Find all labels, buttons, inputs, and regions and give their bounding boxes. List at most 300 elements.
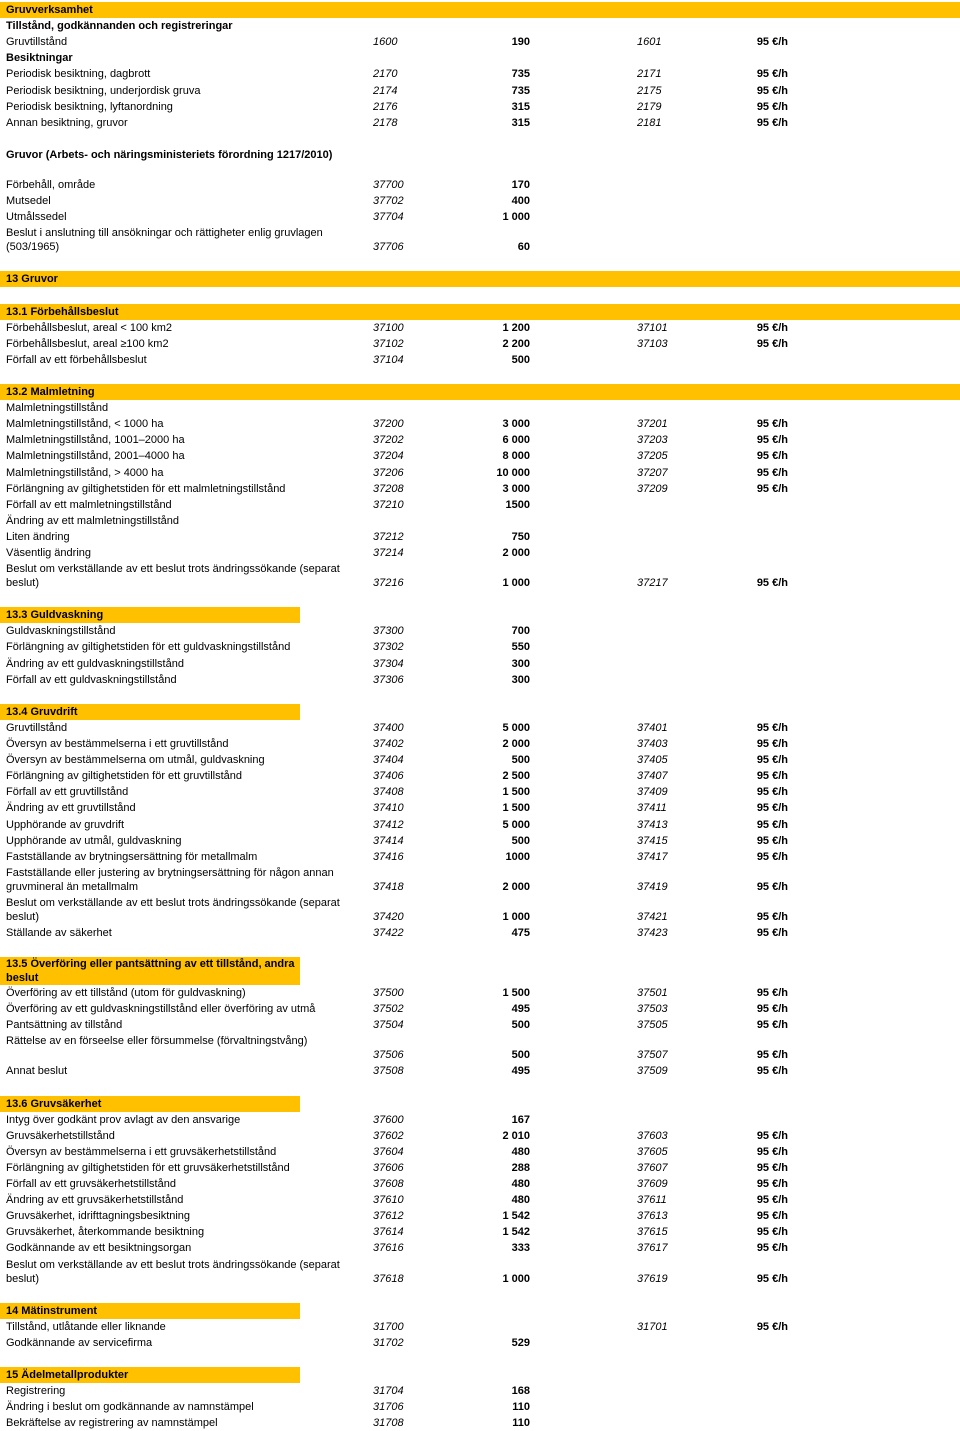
fee-hourly: 95 €/h [756, 84, 788, 97]
fee-fixed: 288 [511, 1161, 530, 1174]
code-hourly: 37507 [637, 1049, 668, 1062]
fee-row [0, 768, 960, 784]
fee-hourly: 95 €/h [756, 1194, 788, 1207]
section-title: 13.4 Gruvdrift [6, 705, 78, 718]
fee-hourly: 95 €/h [756, 1242, 788, 1255]
section-title: 13.2 Malmletning [6, 386, 95, 398]
code-fixed: 37702 [373, 195, 404, 207]
section-title: 14 Mätinstrument [6, 1304, 98, 1317]
fee-label: Överföring av ett tillstånd (utom för guldvaskning) [6, 987, 246, 999]
code-fixed: 37408 [373, 786, 404, 799]
fee-hourly: 95 €/h [756, 1210, 788, 1223]
code-hourly: 37505 [637, 1019, 668, 1032]
fee-hourly: 95 €/h [756, 577, 788, 590]
code-hourly: 37103 [637, 337, 668, 350]
fee-label: Bekräftelse av registrering av namnstämpel [6, 1417, 218, 1430]
fee-hourly: 95 €/h [756, 770, 788, 783]
fee-label: Upphörande av utmål, guldvaskning [6, 834, 182, 847]
code-fixed: 37406 [373, 770, 404, 783]
fee-row [0, 209, 960, 225]
fee-hourly: 95 €/h [756, 337, 788, 350]
fee-label: Upphörande av gruvdrift [6, 818, 125, 831]
fee-fixed: 300 [511, 673, 530, 686]
fee-row [0, 1319, 960, 1335]
fee-label: Intyg över godkänt prov avlagt av den ansvarige [6, 1113, 241, 1126]
code-hourly: 37409 [637, 786, 668, 799]
fee-row [0, 50, 960, 66]
fee-hourly: 95 €/h [756, 754, 788, 767]
fee-hourly: 95 €/h [756, 910, 788, 923]
fee-hourly: 95 €/h [756, 926, 788, 939]
fee-label: Gruvsäkerhet, återkommande besiktning [6, 1226, 205, 1239]
fee-row [0, 1383, 960, 1399]
code-hourly: 37101 [637, 321, 668, 334]
fee-row [0, 1224, 960, 1240]
fee-hourly: 95 €/h [756, 818, 788, 831]
code-fixed: 37208 [373, 482, 404, 495]
fee-fixed: 5 000 [502, 721, 530, 734]
fee-row [0, 784, 960, 800]
fee-hourly: 95 €/h [756, 802, 788, 815]
fee-row [0, 193, 960, 209]
fee-fixed: 2 000 [502, 547, 530, 559]
fee-label: Gruvtillstånd [6, 36, 68, 49]
fee-fixed: 735 [511, 68, 530, 81]
code-fixed: 37506 [373, 1049, 404, 1062]
section-header [0, 607, 300, 623]
fee-label: Guldvaskningstillstånd [6, 625, 116, 638]
fee-fixed: 1 000 [502, 577, 530, 590]
code-hourly: 37417 [637, 850, 668, 863]
code-fixed: 37416 [373, 850, 404, 863]
code-hourly: 37413 [637, 818, 668, 831]
fee-fixed: 2 000 [502, 880, 530, 893]
fee-label: Malmletningstillstånd, 1001–2000 ha [6, 434, 185, 447]
code-fixed: 2174 [373, 84, 398, 97]
fee-hourly: 95 €/h [756, 100, 788, 113]
code-hourly: 37503 [637, 1003, 668, 1016]
section-header [0, 1367, 300, 1383]
fee-fixed: 60 [517, 241, 530, 254]
fee-label: Besiktningar [6, 52, 73, 65]
fee-label: Rättelse av en förseelse eller försummelse (förvaltningstvång) [6, 1035, 308, 1048]
fee-hourly: 95 €/h [756, 786, 788, 799]
fee-label: Periodisk besiktning, underjordisk gruva [6, 84, 201, 97]
fee-row [0, 1415, 960, 1431]
fee-label: Annat beslut [6, 1065, 68, 1078]
fee-hourly: 95 €/h [756, 1320, 788, 1333]
fee-row [0, 833, 960, 849]
fee-label: Beslut om verkställande av ett beslut trots ändringssökande (separat beslut) [6, 563, 340, 590]
code-hourly: 37407 [637, 770, 668, 783]
fee-row [0, 1112, 960, 1128]
fee-row [0, 352, 960, 368]
fee-hourly: 95 €/h [756, 721, 788, 734]
fee-row [0, 1399, 960, 1415]
fee-fixed: 500 [511, 834, 530, 847]
fee-label: Förlängning av giltighetstiden för ett gruvsäkerhetstillstånd [6, 1161, 290, 1174]
fee-row [0, 1001, 960, 1017]
fee-label: Ändring av ett gruvsäkerhetstillstånd [6, 1194, 184, 1207]
code-hourly: 31701 [637, 1320, 668, 1333]
fee-label: Gruvtillstånd [6, 721, 68, 734]
fee-label: Malmletningstillstånd, < 1000 ha [6, 418, 164, 431]
code-hourly: 2181 [637, 116, 662, 129]
fee-hourly: 95 €/h [756, 1129, 788, 1142]
code-hourly: 37501 [637, 987, 668, 999]
code-hourly: 37403 [637, 738, 668, 750]
code-hourly: 37607 [637, 1161, 668, 1174]
fee-fixed: 1 500 [502, 802, 530, 815]
code-hourly: 37207 [637, 466, 668, 479]
code-fixed: 2178 [373, 116, 398, 129]
fee-fixed: 300 [511, 657, 530, 670]
fee-row [0, 623, 960, 639]
code-hourly: 37217 [637, 577, 668, 590]
fee-row [0, 1335, 960, 1351]
section-title: 13.5 Överföring eller pantsättning av ett tillstånd, andra beslut [6, 958, 295, 984]
code-fixed: 37616 [373, 1242, 404, 1255]
fee-label: Förbehållsbeslut, areal ≥100 km2 [6, 337, 169, 350]
code-hourly: 37401 [637, 721, 668, 734]
fee-hourly: 95 €/h [756, 1145, 788, 1158]
code-fixed: 37604 [373, 1145, 404, 1158]
code-fixed: 37402 [373, 738, 404, 750]
code-fixed: 37100 [373, 321, 404, 334]
code-fixed: 1600 [373, 36, 398, 49]
fee-label: Ändring av ett malmletningstillstånd [6, 514, 180, 527]
fee-label: Registrering [6, 1385, 66, 1398]
code-hourly: 37609 [637, 1178, 668, 1190]
fee-row [0, 985, 960, 1001]
fee-row [0, 656, 960, 672]
section-header [0, 384, 960, 400]
fee-row [0, 1144, 960, 1160]
fee-label: Liten ändring [6, 530, 70, 543]
fee-row [0, 147, 960, 177]
fee-hourly: 95 €/h [756, 987, 788, 999]
code-hourly: 2179 [637, 100, 662, 113]
fee-label: Fastställande av brytningsersättning för metallmalm [6, 850, 258, 863]
code-fixed: 37204 [373, 450, 404, 463]
code-fixed: 37300 [373, 625, 404, 638]
fee-hourly: 95 €/h [756, 434, 788, 447]
code-hourly: 37415 [637, 834, 668, 847]
fee-row [0, 400, 960, 416]
fee-fixed: 400 [511, 195, 530, 207]
fee-fixed: 5 000 [502, 818, 530, 831]
fee-label: Mutsedel [6, 195, 51, 207]
fee-row [0, 895, 960, 925]
fee-fixed: 167 [511, 1113, 530, 1126]
code-fixed: 37610 [373, 1194, 404, 1207]
code-hourly: 1601 [637, 36, 662, 49]
fee-hourly: 95 €/h [756, 418, 788, 431]
fee-label: Tillstånd, utlåtande eller liknande [6, 1320, 166, 1333]
fee-hourly: 95 €/h [756, 450, 788, 463]
fee-fixed: 480 [511, 1145, 530, 1158]
fee-fixed: 10 000 [496, 466, 530, 479]
code-fixed: 37302 [373, 641, 404, 654]
fee-fixed: 170 [511, 178, 530, 191]
code-fixed: 37700 [373, 178, 404, 191]
fee-hourly: 95 €/h [756, 834, 788, 847]
fee-hourly: 95 €/h [756, 1019, 788, 1032]
fee-label: Periodisk besiktning, dagbrott [6, 68, 151, 81]
fee-row [0, 736, 960, 752]
fee-label: Periodisk besiktning, lyftanordning [6, 100, 173, 113]
fee-label: Gruvor (Arbets- och näringsministeriets förordning 1217/2010) [6, 148, 333, 161]
code-fixed: 37306 [373, 673, 404, 686]
section-title: 13.6 Gruvsäkerhet [6, 1097, 102, 1110]
section-header [0, 1096, 300, 1112]
fee-fixed: 1500 [505, 498, 530, 511]
fee-row [0, 1033, 960, 1063]
code-fixed: 37404 [373, 754, 404, 767]
fee-fixed: 1 500 [502, 786, 530, 799]
fee-fixed: 2 000 [502, 738, 530, 750]
fee-hourly: 95 €/h [756, 1226, 788, 1239]
code-fixed: 37212 [373, 530, 404, 543]
fee-hourly: 95 €/h [756, 482, 788, 495]
code-fixed: 37502 [373, 1003, 404, 1016]
fee-hourly: 95 €/h [756, 1272, 788, 1285]
section-title: Gruvverksamhet [6, 4, 93, 16]
code-fixed: 37612 [373, 1210, 404, 1223]
code-fixed: 37104 [373, 353, 404, 366]
code-hourly: 37423 [637, 926, 668, 939]
code-fixed: 37420 [373, 910, 404, 923]
fee-label: Godkännande av ett besiktningsorgan [6, 1242, 192, 1255]
fee-row [0, 720, 960, 736]
fee-row [0, 1240, 960, 1256]
fee-row [0, 1257, 960, 1287]
fee-hourly: 95 €/h [756, 321, 788, 334]
code-fixed: 37618 [373, 1272, 404, 1285]
fee-label: Utmålssedel [6, 211, 67, 224]
fee-fixed: 475 [511, 926, 530, 939]
fee-label: Godkännande av servicefirma [6, 1336, 153, 1349]
fee-fixed: 1 500 [502, 987, 530, 999]
code-fixed: 37500 [373, 987, 404, 999]
fee-label: Förfall av ett gruvsäkerhetstillstånd [6, 1178, 176, 1190]
fee-hourly: 95 €/h [756, 116, 788, 129]
fee-hourly: 95 €/h [756, 68, 788, 81]
fee-hourly: 95 €/h [756, 1161, 788, 1174]
fee-row [0, 513, 960, 529]
code-hourly: 37421 [637, 910, 668, 923]
code-fixed: 37412 [373, 818, 404, 831]
fee-row [0, 817, 960, 833]
fee-fixed: 700 [511, 625, 530, 638]
code-fixed: 37606 [373, 1161, 404, 1174]
fee-label: Förfall av ett förbehållsbeslut [6, 353, 147, 366]
fee-hourly: 95 €/h [756, 738, 788, 750]
fee-fixed: 1 000 [502, 1272, 530, 1285]
code-fixed: 37216 [373, 577, 404, 590]
fee-label: Överföring av ett guldvaskningstillstånd eller överföring av utmå [6, 1003, 316, 1016]
fee-row [0, 865, 960, 895]
fee-fixed: 495 [511, 1065, 530, 1078]
fee-label: Förfall av ett guldvaskningstillstånd [6, 673, 177, 686]
fee-row [0, 465, 960, 481]
section-header [0, 271, 960, 287]
fee-fixed: 1 000 [502, 910, 530, 923]
fee-hourly: 95 €/h [756, 1003, 788, 1016]
code-fixed: 37210 [373, 498, 404, 511]
fee-row [0, 18, 960, 34]
code-hourly: 37617 [637, 1242, 668, 1255]
code-hourly: 37603 [637, 1129, 668, 1142]
fee-fixed: 500 [511, 353, 530, 366]
fee-row [0, 320, 960, 336]
code-hourly: 37209 [637, 482, 668, 495]
fee-row [0, 1192, 960, 1208]
fee-label: Malmletningstillstånd, 2001–4000 ha [6, 450, 185, 463]
fee-fixed: 1 000 [502, 211, 530, 224]
code-fixed: 37504 [373, 1019, 404, 1032]
fee-label: Förlängning av giltighetstiden för ett malmletningstillstånd [6, 482, 286, 495]
fee-row [0, 752, 960, 768]
code-fixed: 37410 [373, 802, 404, 815]
fee-fixed: 168 [511, 1385, 530, 1398]
code-fixed: 37202 [373, 434, 404, 447]
fee-row [0, 1063, 960, 1079]
fee-label: Förlängning av giltighetstiden för ett guldvaskningstillstånd [6, 641, 291, 654]
fee-row [0, 448, 960, 464]
fee-fixed: 190 [511, 36, 530, 49]
fee-hourly: 95 €/h [756, 1049, 788, 1062]
code-hourly: 37201 [637, 418, 668, 431]
fee-fixed: 1 200 [502, 321, 530, 334]
fee-fixed: 500 [511, 1049, 530, 1062]
code-hourly: 37419 [637, 880, 668, 893]
code-hourly: 37611 [637, 1194, 667, 1207]
fee-row [0, 1176, 960, 1192]
fee-row [0, 115, 960, 131]
code-fixed: 37600 [373, 1113, 404, 1126]
fee-label: Beslut om verkställande av ett beslut trots ändringssökande (separat beslut) [6, 1258, 340, 1285]
code-fixed: 37418 [373, 880, 404, 893]
fee-fixed: 2 500 [502, 770, 530, 783]
fee-label: Ändring av ett gruvtillstånd [6, 802, 136, 815]
fee-row [0, 672, 960, 688]
fee-hourly: 95 €/h [756, 36, 788, 49]
code-fixed: 37214 [373, 547, 404, 559]
fee-fixed: 550 [511, 641, 530, 654]
fee-fixed: 1 542 [502, 1226, 530, 1239]
fee-label: Gruvsäkerhetstillstånd [6, 1129, 115, 1142]
fee-row [0, 1208, 960, 1224]
fee-hourly: 95 €/h [756, 1178, 788, 1190]
fee-row [0, 1017, 960, 1033]
fee-fixed: 315 [511, 116, 530, 129]
fee-row [0, 849, 960, 865]
code-fixed: 31706 [373, 1401, 404, 1414]
code-fixed: 37200 [373, 418, 404, 431]
fee-label: Ändring av ett guldvaskningstillstånd [6, 657, 184, 670]
code-fixed: 31702 [373, 1336, 404, 1349]
fee-label: Väsentlig ändring [6, 547, 92, 559]
fee-fixed: 3 000 [502, 418, 530, 431]
code-fixed: 37400 [373, 721, 404, 734]
fee-row [0, 34, 960, 50]
code-fixed: 2176 [373, 100, 398, 113]
section-title: 13 Gruvor [6, 273, 58, 286]
fee-row [0, 800, 960, 816]
code-hourly: 37605 [637, 1145, 668, 1158]
code-fixed: 37304 [373, 657, 404, 670]
code-fixed: 37102 [373, 337, 404, 350]
code-fixed: 31700 [373, 1320, 404, 1333]
code-fixed: 2170 [373, 68, 398, 81]
fee-hourly: 95 €/h [756, 880, 788, 893]
code-fixed: 37206 [373, 466, 404, 479]
code-fixed: 37602 [373, 1129, 404, 1142]
section-header [0, 704, 300, 720]
fee-fixed: 495 [511, 1003, 530, 1016]
section-header [0, 2, 960, 18]
fee-row [0, 497, 960, 513]
fee-fixed: 2 200 [502, 337, 530, 350]
fee-row [0, 561, 960, 591]
code-hourly: 37205 [637, 450, 668, 463]
fee-hourly: 95 €/h [756, 466, 788, 479]
fee-fixed: 529 [511, 1336, 530, 1349]
fee-fixed: 1 542 [502, 1210, 530, 1223]
fee-label: Förfall av ett malmletningstillstånd [6, 498, 172, 511]
code-fixed: 37614 [373, 1226, 404, 1239]
fee-label: Översyn av bestämmelserna i ett gruvtillstånd [6, 738, 229, 750]
fee-row [0, 83, 960, 99]
fee-label: Förfall av ett gruvtillstånd [6, 786, 129, 799]
fee-row [0, 177, 960, 193]
fee-row [0, 225, 960, 255]
fee-fixed: 500 [511, 754, 530, 767]
fee-row [0, 529, 960, 545]
fee-hourly: 95 €/h [756, 1065, 788, 1078]
fee-row [0, 99, 960, 115]
code-hourly: 37203 [637, 434, 668, 447]
fee-label: Gruvsäkerhet, idrifttagningsbesiktning [6, 1210, 191, 1223]
fee-fixed: 110 [512, 1401, 530, 1414]
code-fixed: 37422 [373, 926, 404, 939]
fee-label: Malmletningstillstånd, > 4000 ha [6, 466, 164, 479]
code-hourly: 37509 [637, 1065, 668, 1078]
code-hourly: 2175 [637, 84, 662, 97]
fee-label: Förlängning av giltighetstiden för ett gruvtillstånd [6, 770, 243, 783]
fee-hourly: 95 €/h [756, 850, 788, 863]
code-fixed: 37608 [373, 1178, 404, 1190]
fee-row [0, 1160, 960, 1176]
fee-label: Översyn av bestämmelserna i ett gruvsäkerhetstillstånd [6, 1145, 277, 1158]
fee-row [0, 416, 960, 432]
code-hourly: 37405 [637, 754, 668, 767]
section-title: 13.3 Guldvaskning [6, 609, 104, 622]
fee-label: Förbehåll, område [6, 178, 96, 191]
fee-fixed: 2 010 [502, 1129, 530, 1142]
section-header [0, 957, 300, 985]
fee-label: Tillstånd, godkännanden och registreringar [6, 20, 233, 33]
code-hourly: 37613 [637, 1210, 668, 1223]
fee-row [0, 66, 960, 82]
fee-fixed: 315 [511, 100, 530, 113]
fee-fixed: 8 000 [502, 450, 530, 463]
fee-fixed: 480 [511, 1178, 530, 1190]
fee-label: Beslut i anslutning till ansökningar och rättigheter enlig gruvlagen (503/1965) [6, 227, 323, 254]
code-fixed: 37414 [373, 834, 404, 847]
section-title: 13.1 Förbehållsbeslut [6, 305, 119, 318]
